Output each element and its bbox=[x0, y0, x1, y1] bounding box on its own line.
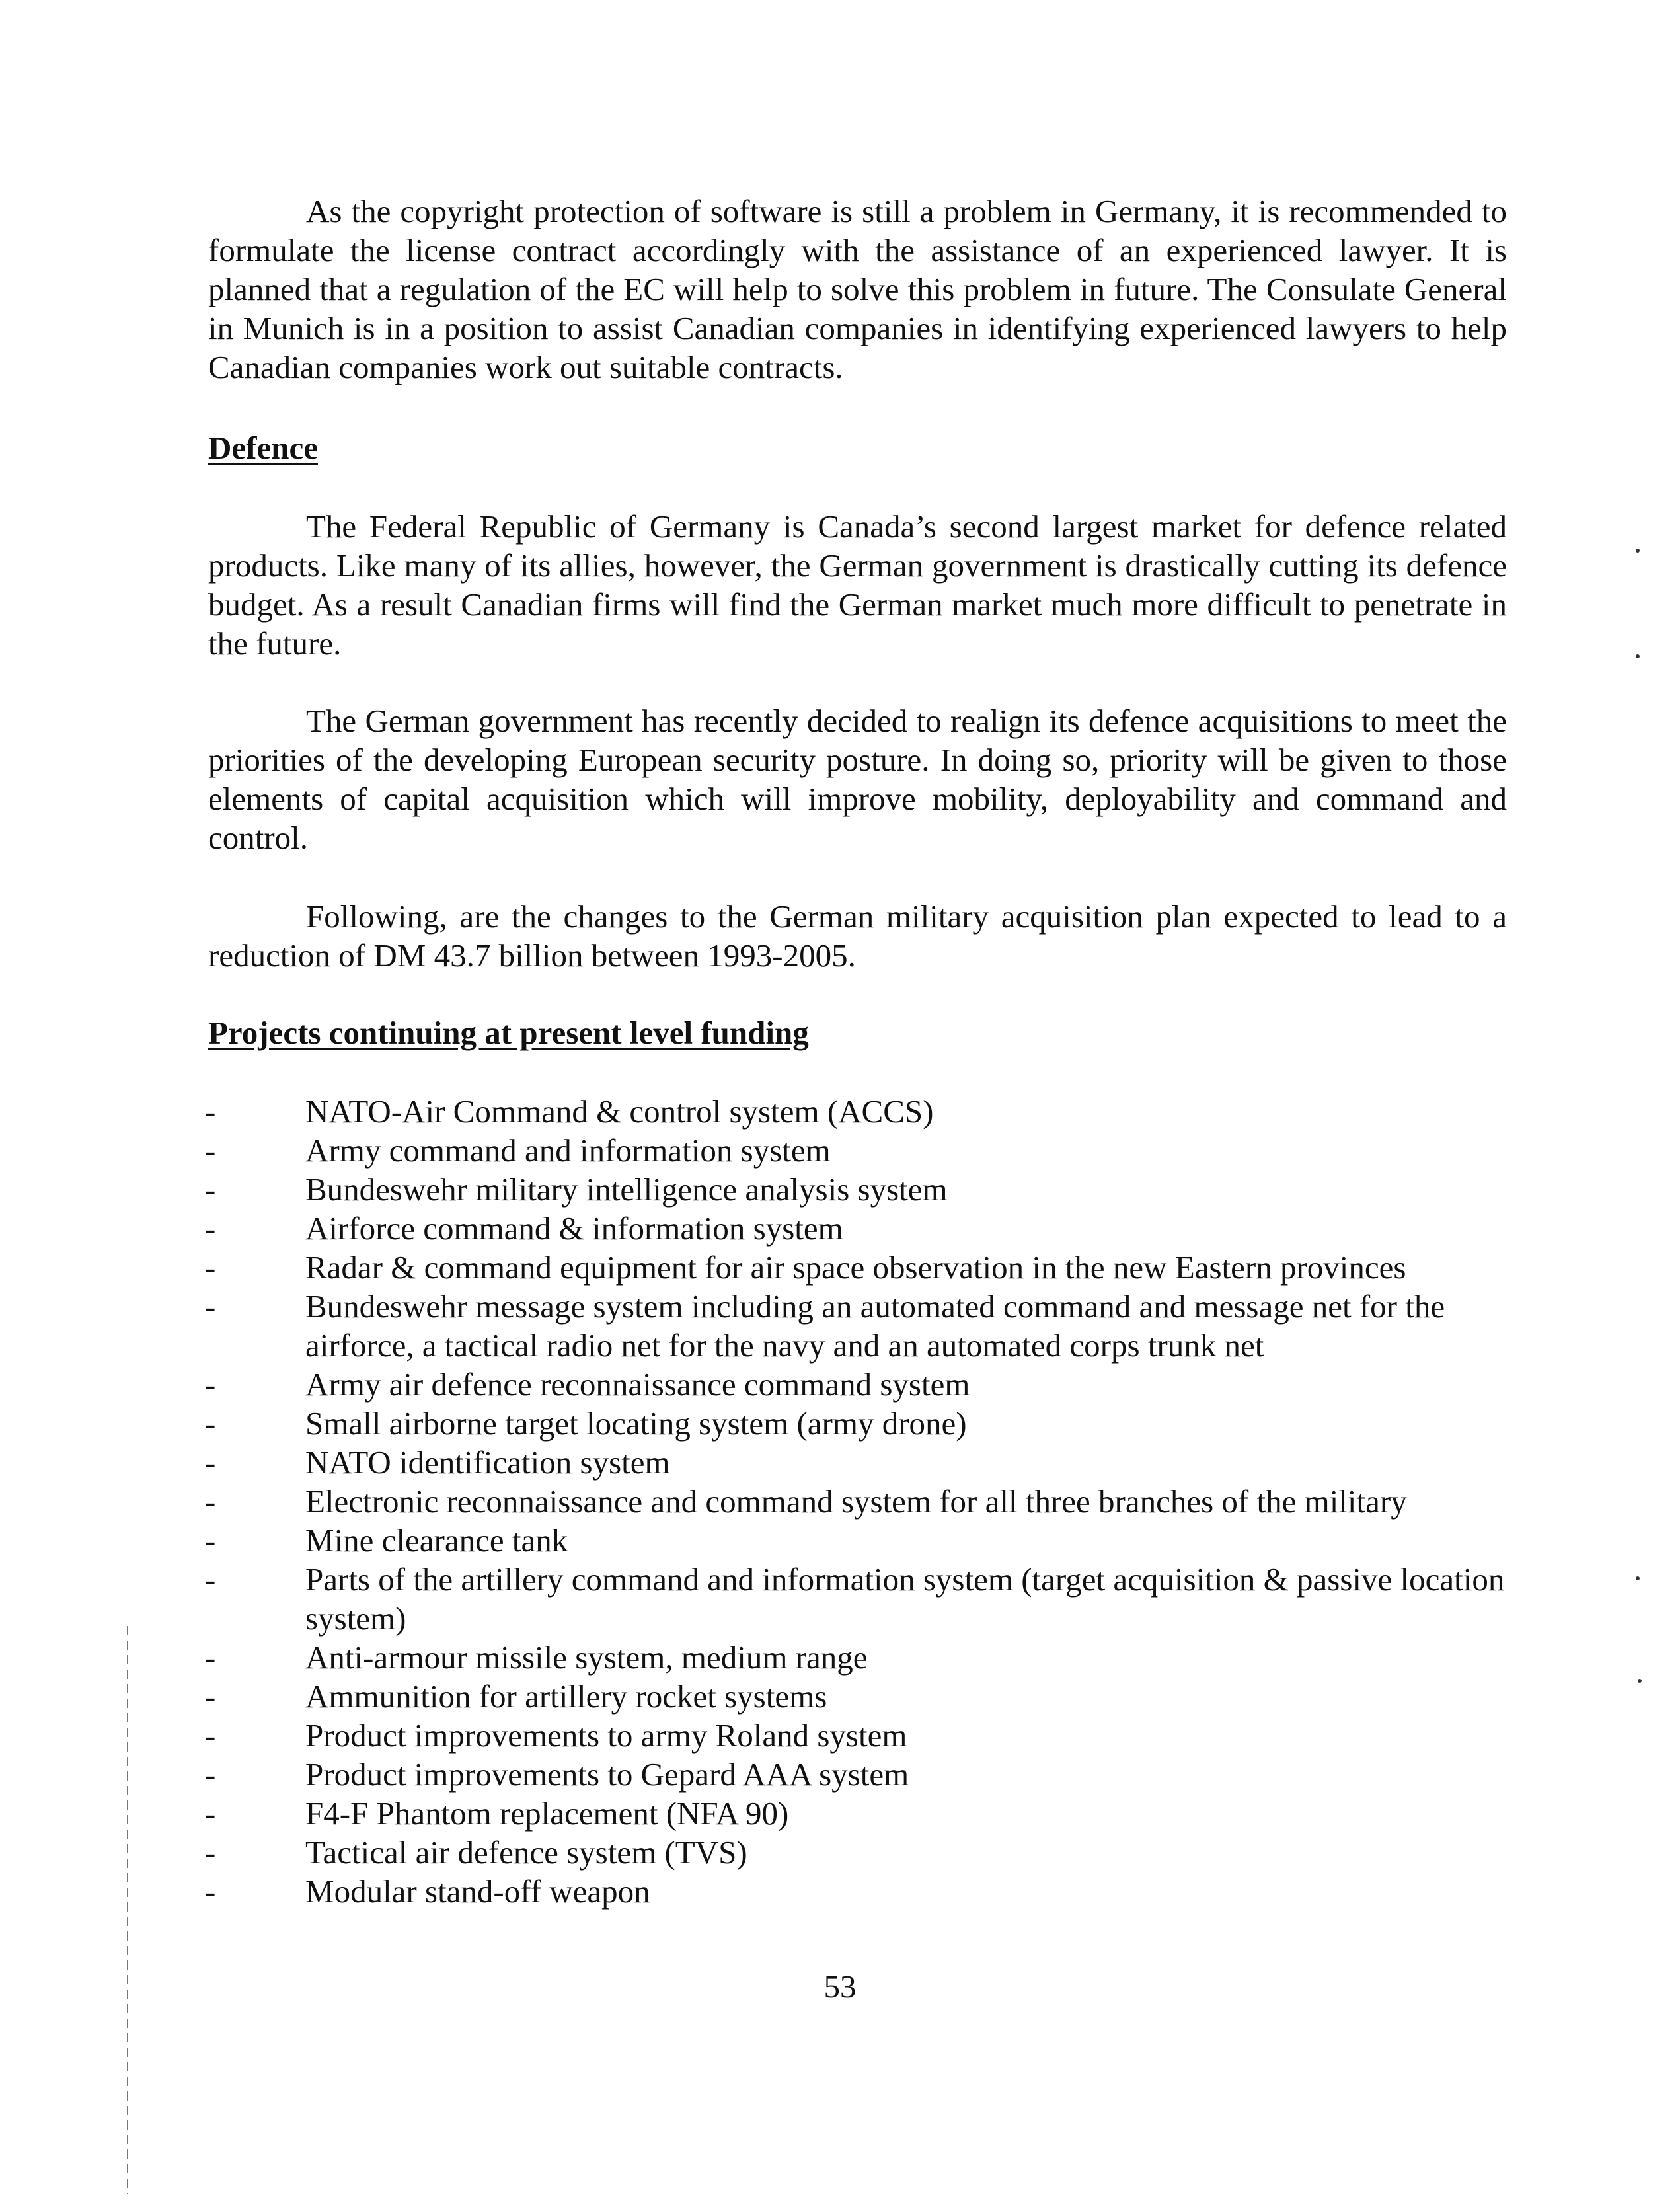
dash-bullet: - bbox=[205, 1717, 216, 1754]
list-item bbox=[0, 1560, 1511, 1638]
list-item bbox=[0, 1521, 1511, 1560]
list-item-text: Ammunition for artillery rocket systems bbox=[305, 1678, 827, 1715]
dash-bullet: - bbox=[205, 1678, 216, 1715]
dash-bullet: - bbox=[205, 1561, 216, 1598]
dash-bullet: - bbox=[205, 1522, 216, 1559]
dash-bullet: - bbox=[205, 1249, 216, 1286]
list-item bbox=[0, 1170, 1511, 1209]
list-item-text: Product improvements to Gepard AAA system bbox=[305, 1756, 909, 1793]
dash-bullet: - bbox=[205, 1171, 216, 1208]
dash-bullet: - bbox=[205, 1288, 216, 1325]
list-item bbox=[0, 1092, 1511, 1131]
dash-bullet: - bbox=[205, 1483, 216, 1520]
dash-bullet: - bbox=[205, 1093, 216, 1130]
list-item-text: Army command and information system bbox=[305, 1132, 831, 1169]
scan-margin-line bbox=[127, 1626, 128, 2194]
list-item bbox=[0, 1287, 1511, 1365]
list-item-text: Army air defence reconnaissance command system bbox=[305, 1366, 970, 1403]
dash-bullet: - bbox=[205, 1210, 216, 1247]
list-item bbox=[0, 1794, 1511, 1833]
scan-speck bbox=[1636, 654, 1640, 658]
dash-bullet: - bbox=[205, 1444, 216, 1481]
list-item-text: Modular stand-off weapon bbox=[305, 1873, 650, 1910]
list-item bbox=[0, 1677, 1511, 1716]
dash-bullet: - bbox=[205, 1366, 216, 1403]
paragraph-acquisition-changes: Following, are the changes to the German military acquisition plan expected to lead to a reduction of DM 43.7 billion between 1993-2005. bbox=[208, 898, 1507, 974]
dash-bullet: - bbox=[205, 1756, 216, 1793]
list-item bbox=[0, 1638, 1511, 1677]
scan-speck bbox=[1636, 549, 1640, 553]
list-item bbox=[0, 1482, 1511, 1521]
scan-speck bbox=[1638, 1679, 1642, 1683]
heading-defence: Defence bbox=[208, 430, 318, 466]
list-item bbox=[0, 1404, 1511, 1443]
list-item bbox=[0, 1248, 1511, 1287]
list-item bbox=[0, 1365, 1511, 1404]
list-item bbox=[0, 1443, 1511, 1482]
list-item-text: Small airborne target locating system (army drone) bbox=[305, 1405, 967, 1442]
list-item-text: NATO identification system bbox=[305, 1444, 670, 1481]
projects-list bbox=[0, 1092, 1680, 1911]
list-item bbox=[0, 1833, 1511, 1872]
list-item bbox=[0, 1209, 1511, 1248]
list-item-text: Bundeswehr message system including an automated command and message net for the airforce, a tactical radio net for the navy and an automated corps trunk net bbox=[305, 1288, 1445, 1364]
list-item bbox=[0, 1716, 1511, 1755]
list-item-text: Bundeswehr military intelligence analysis system bbox=[305, 1171, 948, 1208]
list-item-text: F4-F Phantom replacement (NFA 90) bbox=[305, 1795, 789, 1832]
list-item-text: Anti-armour missile system, medium range bbox=[305, 1639, 868, 1676]
dash-bullet: - bbox=[205, 1873, 216, 1910]
list-item-text: Parts of the artillery command and information system (target acquisition & passive location system) bbox=[305, 1561, 1505, 1637]
dash-bullet: - bbox=[205, 1132, 216, 1169]
scan-speck bbox=[1636, 1576, 1640, 1580]
paragraph-defence-market: The Federal Republic of Germany is Canada’s second largest market for defence related products. Like many of its allies, however, the German government is drastically cutting its defence budget. As a result Canadian firms will find the German market much more difficult to penetrate in the future. bbox=[208, 508, 1507, 662]
heading-projects-continuing: Projects continuing at present level funding bbox=[208, 1015, 809, 1051]
list-item-text: Airforce command & information system bbox=[305, 1210, 843, 1247]
list-item bbox=[0, 1872, 1511, 1911]
dash-bullet: - bbox=[205, 1639, 216, 1676]
list-item-text: NATO-Air Command & control system (ACCS) bbox=[305, 1093, 934, 1130]
dash-bullet: - bbox=[205, 1834, 216, 1871]
list-item-text: Radar & command equipment for air space observation in the new Eastern provinces bbox=[305, 1249, 1406, 1286]
list-item-text: Electronic reconnaissance and command system for all three branches of the military bbox=[305, 1483, 1407, 1520]
paragraph-realign-acquisitions: The German government has recently decided to realign its defence acquisitions to meet the priorities of the developing European security posture. In doing so, priority will be given to those elements of capital acquisition which will improve mobility, deployability and command and control. bbox=[208, 703, 1507, 856]
list-item-text: Product improvements to army Roland system bbox=[305, 1717, 907, 1754]
dash-bullet: - bbox=[205, 1795, 216, 1832]
paragraph-software-copyright: As the copyright protection of software is still a problem in Germany, it is recommended to formulate the license contract accordingly with the assistance of an experienced lawyer. It is planned that a regulation of the EC will help to solve this problem in future. The Consulate General in Munich is in a position to assist Canadian companies in identifying experienced lawyers to help Canadian companies work out suitable contracts. bbox=[208, 193, 1507, 385]
list-item bbox=[0, 1755, 1511, 1794]
list-item-text: Tactical air defence system (TVS) bbox=[305, 1834, 747, 1871]
list-item bbox=[0, 1131, 1511, 1170]
page-number: 53 bbox=[823, 1968, 857, 2005]
dash-bullet: - bbox=[205, 1405, 216, 1442]
list-item-text: Mine clearance tank bbox=[305, 1522, 568, 1559]
